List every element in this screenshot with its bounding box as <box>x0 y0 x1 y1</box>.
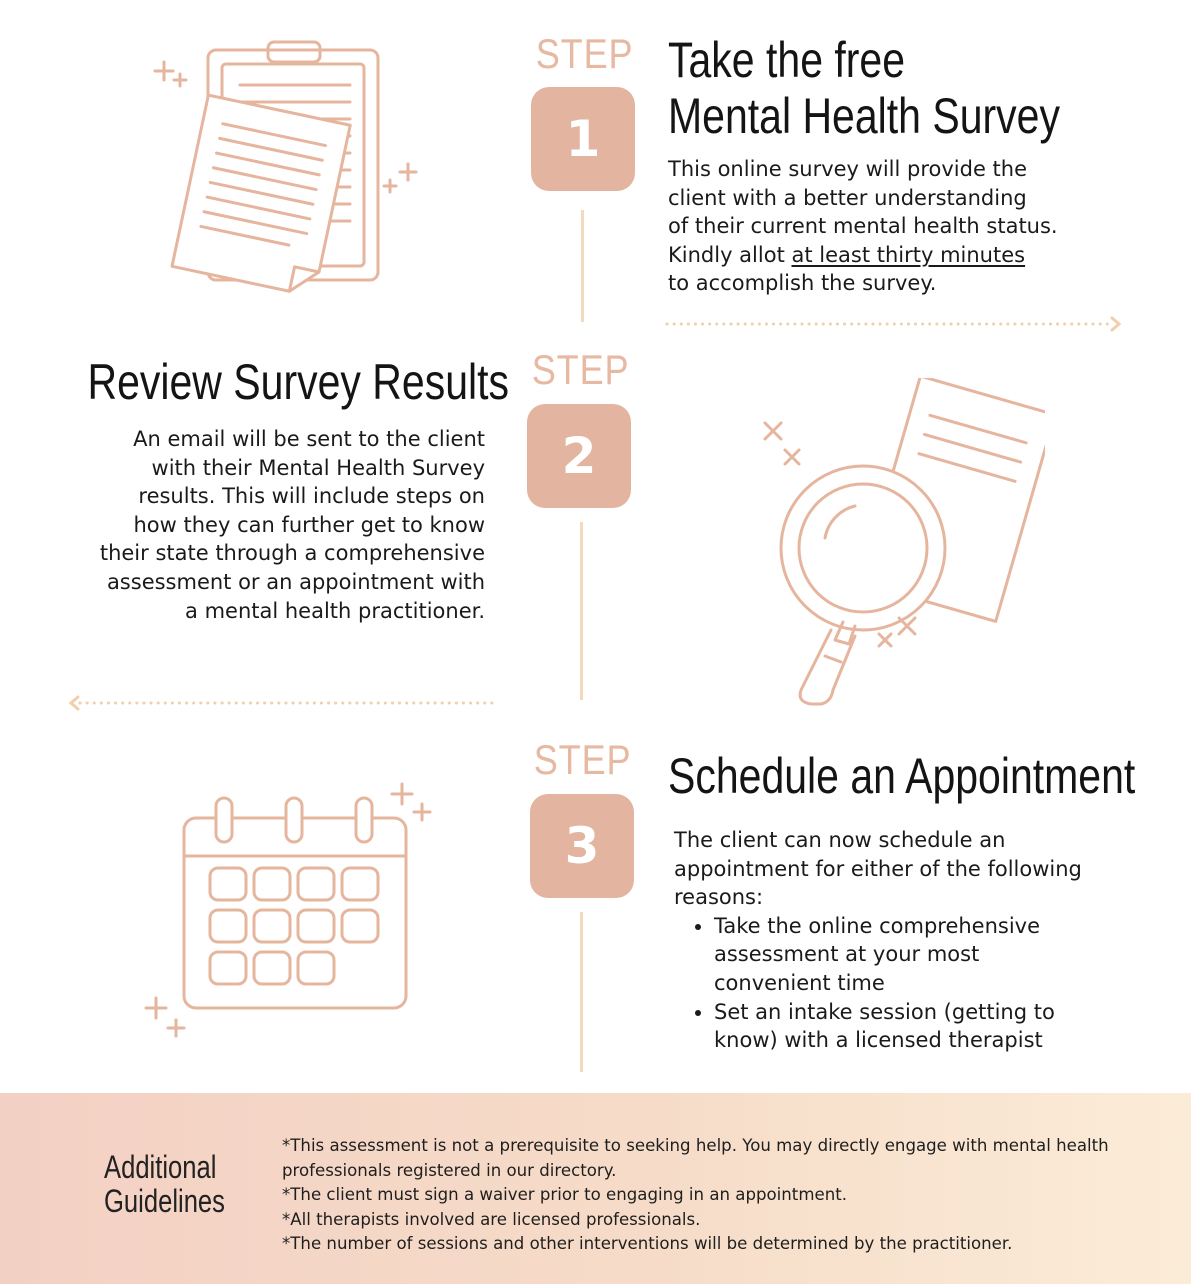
description-line: results. This will include steps on <box>138 484 485 509</box>
step-title-line: Take the free <box>668 32 906 88</box>
step-description <box>674 826 1144 1055</box>
clipboard-document-icon <box>150 40 430 295</box>
step-description <box>668 155 1138 298</box>
timeline-connector <box>580 912 583 1072</box>
additional-guidelines-banner <box>0 1093 1191 1284</box>
description-line: assessment or an appointment with <box>106 569 485 594</box>
dotted-arrow-right <box>665 316 1125 336</box>
guideline-note: *The client must sign a waiver prior to engaging in an appointment. <box>282 1185 847 1205</box>
guidelines-notes <box>282 1134 1172 1257</box>
description-line: reasons: <box>674 885 764 910</box>
description-line: a mental health practitioner. <box>185 598 485 623</box>
description-line: This online survey will provide the <box>668 157 1028 181</box>
step-title: Schedule an Appointment <box>668 748 1136 804</box>
step-number-badge: 2 <box>527 404 631 508</box>
description-line: client with a better understanding <box>668 185 1027 210</box>
step-description <box>40 425 485 625</box>
step-title-line: Mental Health Survey <box>668 88 1060 144</box>
description-line: of their current mental health status. <box>668 214 1058 239</box>
description-text: Kindly allot <box>668 242 792 267</box>
guideline-note: *All therapists involved are licensed professionals. <box>282 1209 701 1229</box>
reasons-list <box>674 912 1084 1055</box>
timeline-connector <box>581 210 584 322</box>
description-line: their state through a comprehensive <box>99 541 485 566</box>
footer-title-line: Additional <box>104 1149 217 1185</box>
description-line: to accomplish the survey. <box>668 271 937 296</box>
calendar-icon <box>140 780 440 1050</box>
description-line: how they can further get to know <box>133 512 485 537</box>
step-number-badge: 3 <box>530 794 634 898</box>
list-item: • Take the online comprehensive assessment at your most convenient time <box>714 912 1084 998</box>
step-label: STEP <box>535 30 634 77</box>
time-requirement-emphasis: at least thirty minutes <box>791 242 1026 267</box>
list-item: • Set an intake session (getting to know) with a licensed therapist <box>714 998 1084 1055</box>
guideline-note: *This assessment is not a prerequisite to seeking help. You may directly engage with mental health professionals registered in our directory. <box>282 1136 1109 1180</box>
description-line: The client can now schedule an <box>674 828 1006 852</box>
description-line: with their Mental Health Survey <box>151 455 485 480</box>
footer-title <box>104 1150 225 1218</box>
footer-title-line: Guidelines <box>104 1183 225 1219</box>
step-title <box>668 32 1060 144</box>
dotted-arrow-left <box>68 695 498 715</box>
magnifying-glass-document-icon <box>755 378 1045 708</box>
timeline-connector <box>580 522 583 700</box>
step-number-badge: 1 <box>531 87 635 191</box>
description-line: appointment for either of the following <box>674 856 1082 881</box>
step-label: STEP <box>531 346 630 393</box>
guideline-note: *The number of sessions and other interventions will be determined by the practitioner. <box>282 1234 1013 1254</box>
step-label: STEP <box>533 736 632 783</box>
description-line: An email will be sent to the client <box>133 427 485 451</box>
step-title: Review Survey Results <box>87 354 510 410</box>
description-line <box>668 241 1138 270</box>
